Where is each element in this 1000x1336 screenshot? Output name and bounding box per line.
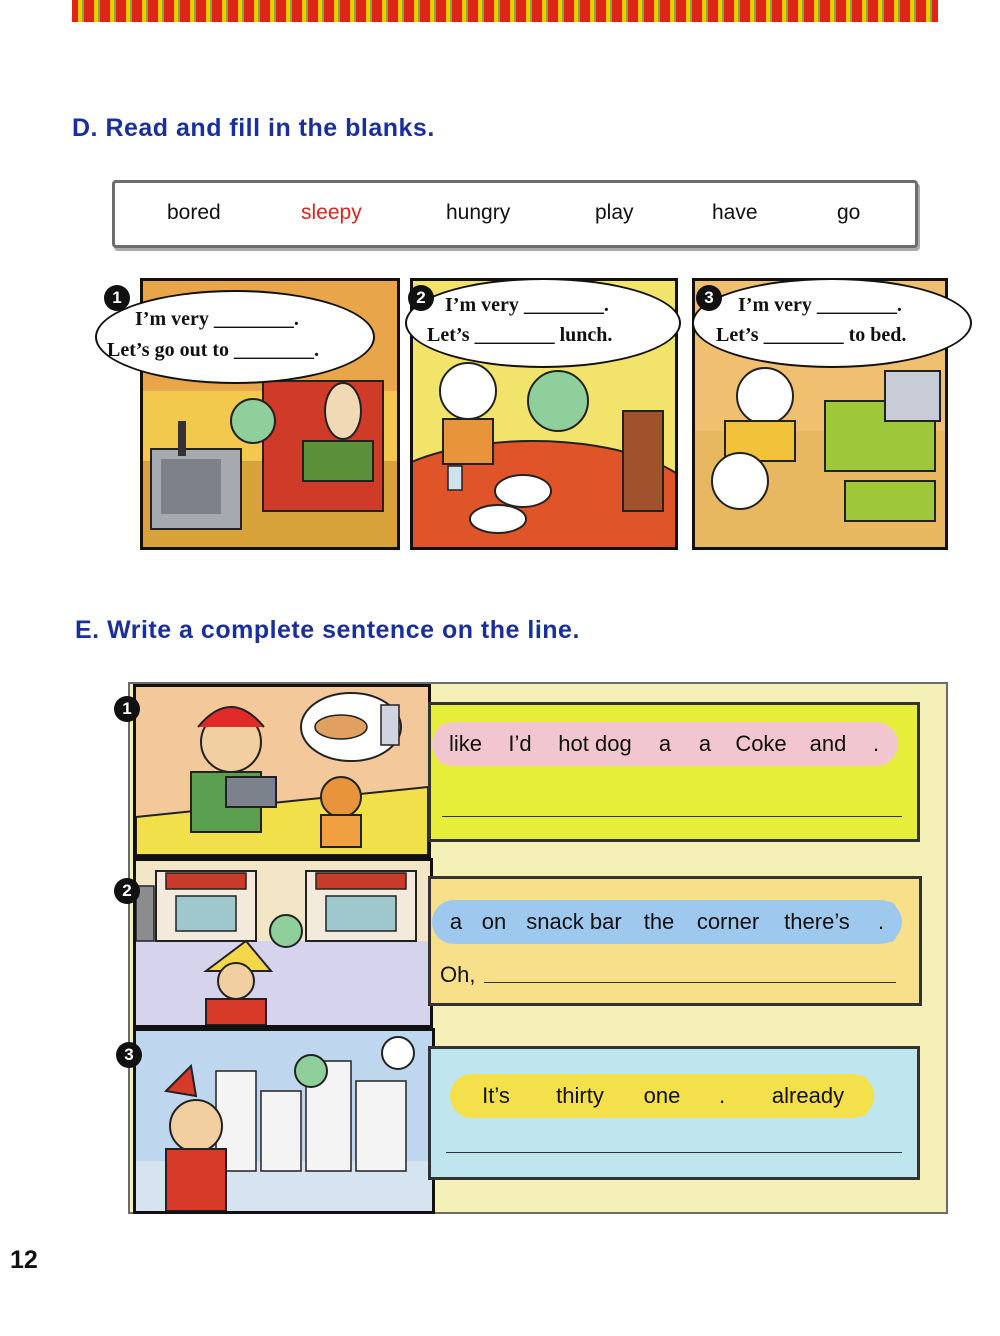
word-chip: thirty: [540, 1076, 620, 1116]
word-chip: a: [648, 724, 682, 764]
word-bank-item: bored: [167, 201, 221, 224]
bubble-line: I’m very ________.: [445, 294, 609, 316]
speech-bubble-1: [95, 290, 375, 384]
answer-line-2[interactable]: [484, 982, 896, 983]
word-chip: a: [688, 724, 722, 764]
word-chip: on: [476, 902, 512, 942]
row-number: 1: [114, 696, 140, 722]
row-number: 3: [116, 1042, 142, 1068]
word-bank: [112, 180, 918, 248]
bubble-line: Let’s go out to ________.: [107, 339, 320, 361]
page-number: 12: [10, 1246, 38, 1274]
word-bank-item: go: [837, 201, 861, 224]
exercise-e-picture-3: [133, 1028, 435, 1214]
word-bank-item-highlighted: sleepy: [301, 201, 362, 224]
word-chip: one: [628, 1076, 696, 1116]
answer-line-3[interactable]: [446, 1152, 902, 1153]
illustration-city-clock: [136, 1031, 432, 1211]
decorative-top-band: [72, 0, 938, 22]
word-chip: Coke: [728, 724, 794, 764]
speech-bubble-2: [405, 278, 681, 368]
answer-line-1[interactable]: [442, 816, 902, 817]
exercise-e-picture-1: [133, 684, 431, 858]
word-chip: there’s: [774, 902, 860, 942]
word-bank-item: have: [712, 201, 758, 224]
word-chip: It’s: [460, 1076, 532, 1116]
section-e-heading: E. Write a complete sentence on the line.: [75, 616, 580, 644]
panel-number: 2: [408, 285, 434, 311]
answer-prefix: Oh,: [440, 962, 476, 987]
row-number: 2: [114, 878, 140, 904]
exercise-e-picture-2: [133, 858, 433, 1028]
word-chip: snack bar: [518, 902, 630, 942]
illustration-snack-bar-street: [136, 861, 430, 1025]
word-chip: a: [442, 902, 470, 942]
panel-number: 1: [104, 285, 130, 311]
bubble-line: I’m very ________.: [135, 308, 299, 330]
word-bank-item: hungry: [446, 201, 511, 224]
word-chip: and: [800, 724, 856, 764]
bubble-line: I’m very ________.: [738, 294, 902, 316]
speech-bubble-3: [692, 278, 972, 368]
word-chip: the: [636, 902, 682, 942]
word-bank-item: play: [595, 201, 634, 224]
word-chip: .: [704, 1076, 740, 1116]
word-chip: .: [862, 724, 890, 764]
panel-number: 3: [696, 285, 722, 311]
bubble-line: Let’s ________ to bed.: [716, 324, 907, 346]
bubble-line: Let’s ________ lunch.: [427, 324, 613, 346]
word-chip: .: [866, 902, 896, 942]
word-chip: already: [748, 1076, 868, 1116]
word-chip: I’d: [500, 724, 540, 764]
word-chip: hot dog: [548, 724, 642, 764]
section-d-heading: D. Read and fill in the blanks.: [72, 114, 435, 142]
word-chip: corner: [688, 902, 768, 942]
word-chip: like: [438, 724, 493, 764]
illustration-snack-counter: [136, 687, 428, 855]
